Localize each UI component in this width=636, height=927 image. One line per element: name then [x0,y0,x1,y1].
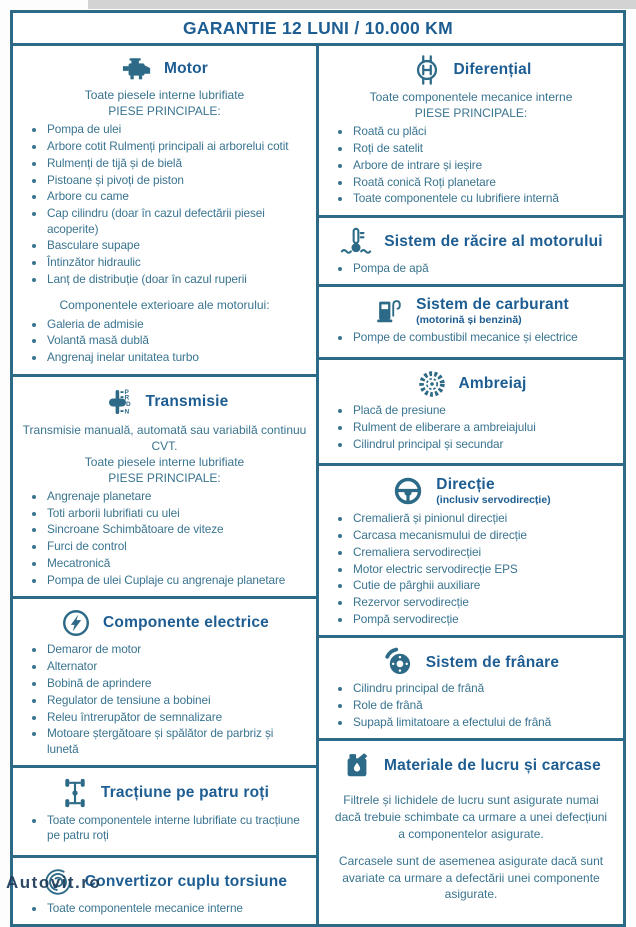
section-diferen-ial [319,46,623,218]
bullet-item: • Regulator de tensiune a bobinei [46,693,308,708]
section-header [327,295,615,327]
bullet-item: • Pompe de combustibil mecanice și electrice [352,330,615,345]
section-ambreiaj [319,360,623,466]
gear-shifter-icon [101,385,135,419]
bullet-item: • Rulment de eliberare a ambreiajului [352,420,615,435]
centered-text-line: Toate piesele interne lubrifiate [84,88,245,102]
section-header [21,776,308,810]
section-header [21,54,308,84]
bullet-item: • Releu întrerupător de semnalizare [46,710,308,725]
bullet-item: • Pistoane și pivoți de piston [46,173,308,188]
bullet-item: • Toate componentele mecanice interne [46,901,308,916]
section-componente-electrice [13,599,316,768]
site-watermark: Autovit.ro [6,873,102,892]
bullet-item: • Mecatronică [46,556,308,571]
section-titles [103,614,269,632]
bullet-list [21,642,308,757]
bullet-item: • Pompa de ulei Cuplaje cu angrenaje planetare [46,573,308,588]
section-header [327,749,615,781]
clutch-disc-icon [416,368,448,400]
bullet-item: • Alternator [46,659,308,674]
svg-text:P: P [124,388,129,396]
section-title: Motor [163,60,209,78]
section-materiale-de-lucru-i-carcase [319,741,623,924]
section-header [21,385,308,419]
steering-wheel-icon [391,474,425,508]
left-column [13,46,319,924]
bullet-item: • Cilindrul principal și secundar [352,437,615,452]
bullet-item: • Supapă limitatoare a efectului de frână [352,715,615,730]
bullet-item: • Angrenaj inelar unitatea turbo [46,350,308,365]
section-title: Transmisie [145,392,229,410]
centered-text-line: PIESE PRINCIPALE: [414,106,528,121]
bullet-item: • Demaror de motor [46,642,308,657]
bullet-item: • Galeria de admisie [46,317,308,332]
bullet-item: • Sincroane Schimbătoare de viteze [46,522,308,537]
section-title: Diferențial [453,61,532,79]
bullet-item: • Cremalieră și pinionul direcției [352,511,615,526]
section-title: Direcție [436,475,495,493]
section-subtitle: (inclusiv servodirecție) [436,493,551,506]
warranty-title: GARANTIE 12 LUNI / 10.000 KM [13,13,623,46]
differential-icon [411,54,443,86]
section-titles [416,296,569,326]
centered-text-block [21,87,308,119]
section-titles [384,757,601,775]
bullet-item: • Cremaliera servodirecției [352,545,615,560]
warranty-card [10,10,626,927]
section-titles [85,873,287,891]
bullet-item: • Motoare ștergătoare și spălător de parbriz și lunetă [46,726,308,757]
right-column [319,46,623,924]
centered-text-block [21,297,308,313]
bullet-item: • Pompa de ulei [46,122,308,137]
lightning-icon [60,607,92,639]
bullet-item: • Basculare supape [46,238,308,253]
bullet-list [21,122,308,287]
bullet-item: • Roți de satelit [352,141,615,156]
bullet-item: • Pompă servodirecție [352,612,615,627]
svg-text:R: R [124,394,129,401]
section-trac-iune-pe-patru-ro-i [13,768,316,858]
bullet-item: • Cutie de pârghii auxiliare [352,578,615,593]
centered-text-line: Transmisie manuală, automată sau variabilă continuu CVT. [22,422,307,453]
section-header [327,646,615,678]
section-title: Materiale de lucru și carcase [384,756,601,774]
section-sistem-de-carburant [319,287,623,360]
bullet-item: • Toate componentele interne lubrifiate cu tracțiune pe patru roți [46,813,308,844]
bullet-item: • Bobină de aprindere [46,676,308,691]
bullet-list [327,124,615,207]
bullet-item: • Placă de presiune [352,403,615,418]
bullet-item: • Cilindru principal de frână [352,681,615,696]
bullet-list [327,511,615,627]
engine-icon [121,54,153,84]
section-title: Ambreiaj [458,375,527,393]
section-direc-ie [319,466,623,638]
bullet-list [327,403,615,452]
bullet-item: • Rezervor servodirecție [352,595,615,610]
bullet-item: • Angrenaje planetare [46,489,308,504]
paragraph: Carcasele sunt de asemenea asigurate dacă sunt avariate ca urmare a defectării unei componente asigurate. [338,854,604,902]
bullet-item: • Role de frână [352,698,615,713]
section-titles [164,60,208,78]
section-sistem-de-r-cire-al-motorului [319,218,623,287]
section-titles [146,393,229,411]
section-subtitle: (motorină și benzină) [416,313,522,326]
section-titles [426,654,560,672]
oil-canister-icon [341,749,373,781]
section-transmisie [13,377,316,600]
bullet-item: • Toate componentele cu lubrifiere internă [352,191,615,206]
bullet-item: • Motor electric servodirecție EPS [352,562,615,577]
bullet-item: • Arbore cotit Rulmenți principali ai arborelui cotit [46,139,308,154]
bullet-item: • Cap cilindru (doar în cazul defectării piesei acoperite) [46,206,308,237]
brake-disc-icon [383,646,415,678]
section-title: Componente electrice [103,614,269,632]
bullet-list [21,489,308,588]
page-top-strip [88,0,636,9]
bullet-item: • Volantă masă dublă [46,333,308,348]
section-title: Sistem de frânare [425,653,560,671]
centered-text-line: Componentele exterioare ale motorului: [59,298,270,313]
bullet-item: • Rulmenți de tijă și de bielă [46,156,308,171]
bullet-list [21,813,308,844]
bullet-item: • Pompa de apă [352,261,615,276]
bullet-item: • Furci de control [46,539,308,554]
section-header [327,474,615,508]
bullet-list [21,317,308,366]
paragraph: Filtrele și lichidele de lucru sunt asigurate numai dacă trebuie schimbate ca urmare a unei defecțiuni a componentelor asigurate. [334,793,608,841]
centered-text-line: PIESE PRINCIPALE: [108,470,221,485]
bullet-list [327,681,615,730]
section-title: Sistem de carburant [416,295,569,313]
bullet-item: • Toti arborii lubrifiati cu ulei [46,506,308,521]
section-titles [101,784,269,802]
section-titles [459,375,527,393]
section-sistem-de-fr-nare [319,638,623,741]
bullet-list [327,261,615,276]
bullet-item: • Arbore de intrare și ieșire [352,158,615,173]
bullet-item: • Întinzător hidraulic [46,255,308,270]
section-title: Tracțiune pe patru roți [100,784,270,802]
bullet-item: • Roată conică Roți planetare [352,175,615,190]
two-column-body [13,46,623,924]
section-header [21,607,308,639]
bullet-list [21,901,308,916]
section-titles [436,476,550,506]
bullet-item: • Lanț de distribuție (doar în cazul ruperii [46,272,308,287]
fuel-pump-icon [373,295,405,327]
section-header [327,368,615,400]
bullet-item: • Arbore cu came [46,189,308,204]
thermometer-icon [339,226,373,258]
svg-text:N: N [124,408,129,415]
centered-text-block [327,89,615,121]
section-motor [13,46,316,377]
section-title: Sistem de răcire al motorului [384,232,603,250]
bullet-list [327,330,615,345]
bullet-item: • Carcasa mecanismului de direcție [352,528,615,543]
section-titles [384,233,603,251]
svg-text:D: D [125,400,131,408]
section-title: Convertizor cuplu torsiune [84,873,288,891]
section-titles [454,61,532,79]
bullet-item: • Roată cu plăci [352,124,615,139]
section-header [327,54,615,86]
section-header [327,226,615,258]
four-wheel-drive-icon [60,776,90,810]
centered-text-line: PIESE PRINCIPALE: [108,104,221,119]
centered-text-block [21,422,308,486]
centered-text-line: Toate piesele interne lubrifiate [84,454,245,469]
centered-text-line: Toate componentele mecanice interne [369,90,573,104]
